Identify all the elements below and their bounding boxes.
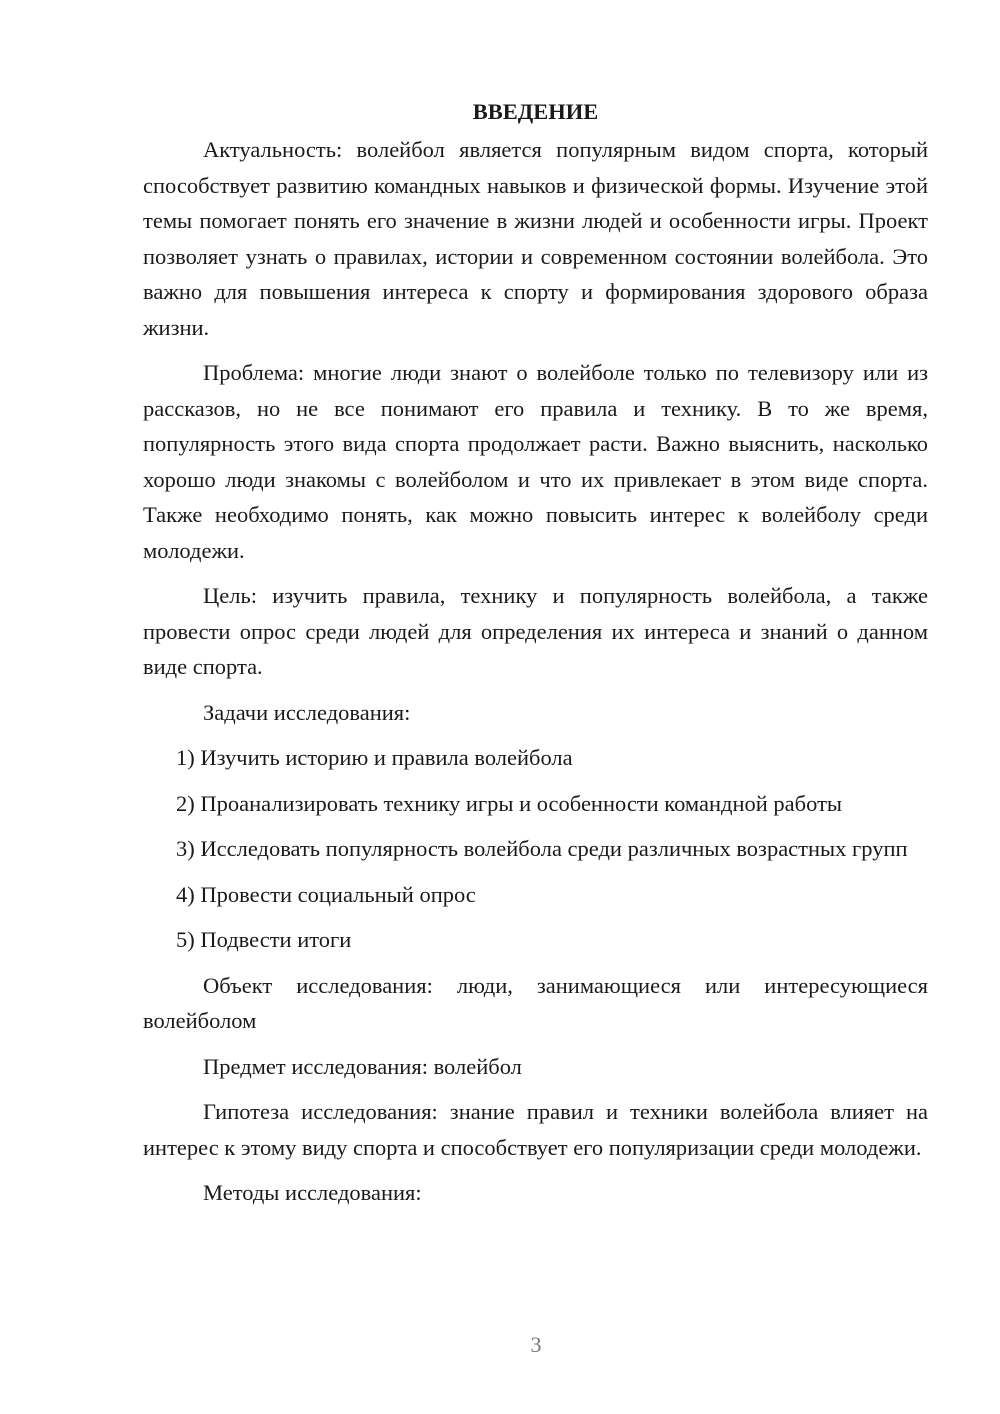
section-title: ВВЕДЕНИЕ bbox=[472, 99, 599, 124]
methods-heading: Методы исследования: bbox=[203, 1180, 422, 1205]
page-content bbox=[143, 94, 928, 1221]
task-item-3: 3) Исследовать популярность волейбола среди различных возрастных групп bbox=[176, 836, 908, 861]
task-item-2: 2) Проанализировать технику игры и особенности командной работы bbox=[176, 790, 843, 816]
hypothesis-paragraph: Гипотеза исследования: знание правил и техники волейбола влияет на интерес к этому виду спорта и способствует его популяризации среди молодежи. bbox=[143, 1099, 928, 1160]
subject-paragraph: Предмет исследования: волейбол bbox=[203, 1053, 522, 1079]
problem-paragraph: Проблема: многие люди знают о волейболе только по телевизору или из рассказов, но не все понимают его правила и технику. В то же время, популярность этого вида спорта продолжает расти. Важно выяснить, насколько хорошо люди знакомы с волейболом и что их привлекает в этом виде спорта. Также необходимо понять, как можно повысить интерес к волейболу среди молодежи. bbox=[143, 360, 928, 563]
task-item-5: 5) Подвести итоги bbox=[176, 927, 352, 952]
page-number: 3 bbox=[530, 1332, 542, 1357]
object-paragraph: Объект исследования: люди, занимающиеся или интересующиеся волейболом bbox=[143, 972, 928, 1033]
task-item-1: 1) Изучить историю и правила волейбола bbox=[176, 745, 573, 770]
goal-paragraph: Цель: изучить правила, технику и популярность волейбола, а также провести опрос среди людей для определения их интереса и знаний о данном виде спорта. bbox=[143, 583, 928, 679]
tasks-heading: Задачи исследования: bbox=[203, 699, 411, 725]
task-item-4: 4) Провести социальный опрос bbox=[176, 881, 476, 907]
relevance-paragraph: Актуальность: волейбол является популярным видом спорта, который способствует развитию командных навыков и физической формы. Изучение этой темы помогает понять его значение в жизни людей и особенности игры. Проект позволяет узнать о правилах, истории и современном состоянии волейбола. Это важно для повышения интереса к спорту и формирования здорового образа жизни. bbox=[143, 137, 928, 340]
